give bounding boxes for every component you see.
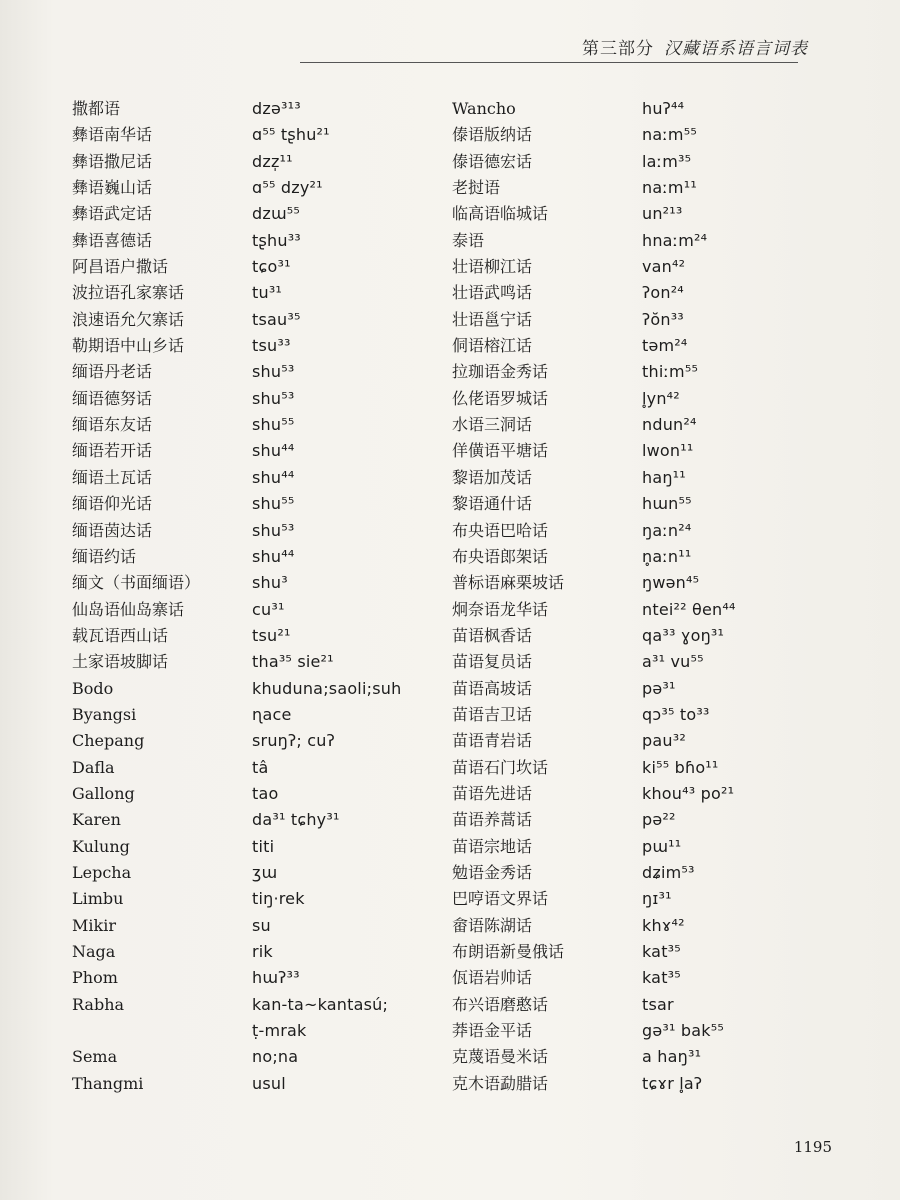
word-entry-row: [452, 96, 832, 122]
language-name: 苗语复员话: [452, 652, 533, 672]
word-entry-row: [452, 333, 832, 359]
language-name: 傣语版纳话: [452, 125, 533, 145]
word-form: tsau³⁵: [252, 309, 301, 329]
word-entry-row: [452, 781, 832, 807]
word-form: ṭ-mrak: [252, 1021, 307, 1041]
word-entry-row: [72, 913, 442, 939]
language-name: 泰语: [452, 230, 485, 250]
word-form: hɯʔ³³: [252, 968, 300, 988]
language-name: 苗语先进话: [452, 783, 533, 803]
word-form: usul: [252, 1073, 286, 1093]
language-name: 缅语丹老话: [72, 362, 153, 382]
word-form: naːm¹¹: [642, 178, 697, 198]
language-name: 仫佬语罗城话: [452, 388, 549, 408]
language-name: Phom: [72, 968, 118, 988]
language-name: 缅文（书面缅语）: [72, 573, 201, 593]
word-entry-row: [72, 149, 442, 175]
language-name: 勉语金秀话: [452, 862, 533, 882]
word-form: gə³¹ bak⁵⁵: [642, 1021, 724, 1041]
left-column: [72, 96, 442, 1097]
word-form: l̥yn⁴²: [642, 388, 680, 408]
word-entry-row: [452, 755, 832, 781]
word-entry-row: [452, 965, 832, 991]
word-entry-row: [72, 755, 442, 781]
language-name: 载瓦语西山话: [72, 625, 169, 645]
language-name: 苗语青岩话: [452, 731, 533, 751]
word-entry-row: [452, 860, 832, 886]
word-entry-row: [72, 597, 442, 623]
language-name: 彝语撒尼话: [72, 151, 153, 171]
language-name: 炯奈语龙华话: [452, 599, 549, 619]
word-entry-row: [452, 544, 832, 570]
header-part: 第三部分: [582, 39, 654, 59]
word-entry-row: [72, 992, 442, 1018]
word-form: dʑim⁵³: [642, 862, 695, 882]
language-name: 彝语武定话: [72, 204, 153, 224]
language-name: 克木语勐腊话: [452, 1073, 549, 1093]
language-name: Naga: [72, 942, 116, 961]
word-form: huʔ⁴⁴: [642, 99, 685, 118]
word-entry-row: [72, 728, 442, 754]
word-entry-row: [72, 307, 442, 333]
language-name: 壮语武鸣话: [452, 283, 533, 303]
language-name: 缅语仰光话: [72, 494, 153, 514]
language-name: 侗语榕江话: [452, 336, 533, 356]
word-form: kat³⁵: [642, 968, 681, 988]
language-name: 壮语柳江话: [452, 257, 533, 277]
word-form: ŋaːn²⁴: [642, 520, 692, 540]
word-form: qa³³ ɣoŋ³¹: [642, 625, 725, 645]
word-form: khɤ⁴²: [642, 915, 685, 935]
word-form: ntei²² θen⁴⁴: [642, 599, 736, 619]
language-name: Limbu: [72, 889, 124, 909]
word-form: pə²²: [642, 810, 676, 830]
word-entry-row: [452, 359, 832, 385]
word-form: ʒɯ: [252, 862, 278, 882]
language-name: 水语三洞话: [452, 415, 533, 435]
word-form: tɕɤr l̥aʔ: [642, 1073, 703, 1093]
word-form: rik: [252, 942, 273, 961]
language-name: Gallong: [72, 783, 135, 803]
word-form: qɔ³⁵ to³³: [642, 704, 710, 724]
language-name: 苗语枫香话: [452, 625, 533, 645]
language-name: 布央语巴哈话: [452, 520, 549, 540]
word-form: pɯ¹¹: [642, 836, 682, 856]
word-entry-row: [72, 544, 442, 570]
word-entry-row: [452, 518, 832, 544]
language-name: Rabha: [72, 994, 125, 1014]
word-entry-row: [72, 1071, 442, 1097]
word-entry-row: [72, 939, 442, 965]
language-name: Kulung: [72, 836, 130, 856]
word-entry-row: [452, 1071, 832, 1097]
word-entry-row: [72, 1018, 442, 1044]
word-entry-row: [72, 781, 442, 807]
word-entry-row: [72, 228, 442, 254]
language-name: 勒期语中山乡话: [72, 336, 185, 356]
language-name: 畲语陈湖话: [452, 915, 533, 935]
language-name: 克蔑语曼米话: [452, 1047, 549, 1067]
word-form: shu⁵³: [252, 520, 295, 540]
word-entry-row: [72, 201, 442, 227]
word-entry-row: [452, 386, 832, 412]
word-entry-row: [452, 886, 832, 912]
language-name: 苗语高坡话: [452, 678, 533, 698]
header-rule: [300, 62, 798, 63]
language-name: 布朗语新曼俄话: [452, 942, 565, 961]
word-entry-row: [452, 149, 832, 175]
word-entry-row: [72, 676, 442, 702]
word-entry-row: [452, 597, 832, 623]
language-name: 苗语吉卫话: [452, 704, 533, 724]
word-entry-row: [72, 491, 442, 517]
word-entry-row: [452, 412, 832, 438]
word-form: haŋ¹¹: [642, 467, 686, 487]
word-entry-row: [452, 254, 832, 280]
word-entry-row: [72, 807, 442, 833]
word-form: ki⁵⁵ bɦo¹¹: [642, 757, 719, 777]
word-entry-row: [452, 122, 832, 148]
word-entry-row: [452, 465, 832, 491]
word-form: tu³¹: [252, 283, 283, 303]
word-form: khou⁴³ po²¹: [642, 783, 735, 803]
language-name: 苗语石门坎话: [452, 757, 549, 777]
language-name: 老挝语: [452, 178, 501, 198]
language-name: Dafla: [72, 757, 115, 777]
language-name: Sema: [72, 1047, 118, 1067]
header-title: 汉藏语系语言词表: [664, 39, 808, 59]
language-name: 佯僙语平塘话: [452, 441, 549, 461]
word-entry-row: [72, 518, 442, 544]
word-form: naːm⁵⁵: [642, 125, 697, 145]
word-form: dzə³¹³: [252, 99, 301, 118]
word-entry-row: [72, 96, 442, 122]
word-form: cu³¹: [252, 599, 285, 619]
word-entry-row: [452, 676, 832, 702]
word-entry-row: [72, 1044, 442, 1070]
language-name: 缅语德努话: [72, 388, 153, 408]
word-form: da³¹ tɕhy³¹: [252, 810, 340, 830]
word-form: ndun²⁴: [642, 415, 697, 435]
word-form: a haŋ³¹: [642, 1047, 702, 1067]
word-entry-row: [72, 465, 442, 491]
language-name: 普标语麻栗坡话: [452, 573, 565, 593]
language-name: 巴哼语文界话: [452, 889, 549, 909]
word-form: shu⁵³: [252, 388, 295, 408]
word-form: thiːm⁵⁵: [642, 362, 699, 382]
language-name: 缅语约话: [72, 546, 137, 566]
language-name: 彝语巍山话: [72, 178, 153, 198]
word-entry-row: [72, 886, 442, 912]
language-name: 布央语郎架话: [452, 546, 549, 566]
word-form: tɕo³¹: [252, 257, 291, 277]
language-name: 拉珈语金秀话: [452, 362, 549, 382]
language-name: 临高语临城话: [452, 204, 549, 224]
word-form: tao: [252, 783, 279, 803]
word-form: dzɯ⁵⁵: [252, 204, 300, 224]
word-form: təm²⁴: [642, 336, 688, 356]
language-name: 黎语加茂话: [452, 467, 533, 487]
word-form: shu³: [252, 573, 288, 593]
word-entry-row: [452, 1018, 832, 1044]
word-form: n̥aːn¹¹: [642, 546, 692, 566]
language-name: 仙岛语仙岛寨话: [72, 599, 185, 619]
word-entry-row: [72, 860, 442, 886]
word-form: ŋɪ³¹: [642, 889, 672, 909]
word-entry-row: [452, 834, 832, 860]
word-entry-row: [452, 1044, 832, 1070]
word-form: shu⁴⁴: [252, 441, 295, 461]
word-form: lwon¹¹: [642, 441, 694, 461]
language-name: 土家语坡脚话: [72, 652, 169, 672]
word-entry-row: [452, 992, 832, 1018]
word-entry-row: [452, 491, 832, 517]
word-entry-row: [452, 570, 832, 596]
word-form: kat³⁵: [642, 942, 681, 961]
word-entry-row: [72, 122, 442, 148]
language-name: 傣语德宏话: [452, 151, 533, 171]
language-name: Wancho: [452, 99, 516, 118]
word-form: tʂhu³³: [252, 230, 301, 250]
word-form: khuduna;saoli;suh: [252, 678, 402, 698]
language-name: 撒都语: [72, 99, 121, 118]
word-form: tsar: [642, 994, 674, 1014]
word-form: shu⁵⁵: [252, 494, 295, 514]
language-name: 缅语茵达话: [72, 520, 153, 540]
word-form: kan-ta~kantasú;: [252, 994, 389, 1014]
word-form: shu⁴⁴: [252, 546, 295, 566]
running-head: [582, 34, 808, 59]
word-entry-row: [452, 807, 832, 833]
word-form: no;na: [252, 1047, 299, 1067]
word-entry-row: [452, 939, 832, 965]
language-name: 浪速语允欠寨话: [72, 309, 185, 329]
language-name: 黎语通什话: [452, 494, 533, 514]
word-form: un²¹³: [642, 204, 683, 224]
word-form: tiŋ·rek: [252, 889, 305, 909]
language-name: Byangsi: [72, 704, 137, 724]
word-entry-row: [452, 175, 832, 201]
word-form: dzz̩¹¹: [252, 151, 293, 171]
word-entry-row: [72, 412, 442, 438]
word-form: pau³²: [642, 731, 686, 751]
word-entry-row: [72, 333, 442, 359]
language-name: 苗语养蒿话: [452, 810, 533, 830]
word-form: tha³⁵ sie²¹: [252, 652, 334, 672]
word-form: ŋwən⁴⁵: [642, 573, 700, 593]
language-name: Thangmi: [72, 1073, 144, 1093]
word-form: tsu²¹: [252, 625, 291, 645]
word-form: ʔon²⁴: [642, 283, 684, 303]
word-entry-row: [452, 228, 832, 254]
language-name: Lepcha: [72, 862, 132, 882]
language-name: Chepang: [72, 731, 145, 751]
word-entry-row: [452, 307, 832, 333]
word-entry-row: [452, 623, 832, 649]
language-name: Bodo: [72, 678, 114, 698]
word-entry-row: [72, 175, 442, 201]
word-form: shu⁴⁴: [252, 467, 295, 487]
word-entry-row: [72, 702, 442, 728]
word-entry-row: [452, 702, 832, 728]
language-name: 壮语邕宁话: [452, 309, 533, 329]
word-form: shu⁵³: [252, 362, 295, 382]
word-entry-row: [452, 438, 832, 464]
word-entry-row: [72, 965, 442, 991]
word-form: titi: [252, 836, 275, 856]
word-form: sruŋʔ; cuʔ: [252, 731, 335, 751]
word-entry-row: [72, 570, 442, 596]
word-form: pə³¹: [642, 678, 676, 698]
word-entry-row: [72, 359, 442, 385]
language-name: 彝语喜德话: [72, 230, 153, 250]
word-entry-row: [452, 280, 832, 306]
word-form: tâ: [252, 757, 269, 777]
language-name: 莽语金平话: [452, 1021, 533, 1041]
word-entry-row: [452, 728, 832, 754]
language-name: Mikir: [72, 915, 116, 935]
word-form: su: [252, 915, 271, 935]
language-name: 缅语土瓦话: [72, 467, 153, 487]
word-entry-row: [72, 386, 442, 412]
language-name: 波拉语孔家寨话: [72, 283, 185, 303]
word-entry-row: [452, 649, 832, 675]
language-name: 彝语南华话: [72, 125, 153, 145]
word-form: ɳace: [252, 704, 292, 724]
word-form: laːm³⁵: [642, 151, 692, 171]
word-form: ʔŏn³³: [642, 309, 684, 329]
language-name: 缅语东友话: [72, 415, 153, 435]
right-column: [452, 96, 832, 1097]
word-form: hɯn⁵⁵: [642, 494, 692, 514]
word-form: van⁴²: [642, 257, 686, 277]
word-entry-row: [452, 201, 832, 227]
language-name: 阿昌语户撒话: [72, 257, 169, 277]
word-entry-row: [72, 649, 442, 675]
word-entry-row: [72, 254, 442, 280]
word-entry-row: [72, 623, 442, 649]
word-form: a³¹ vu⁵⁵: [642, 652, 704, 672]
page-number: 1195: [793, 1138, 832, 1156]
language-name: 苗语宗地话: [452, 836, 533, 856]
language-name: 佤语岩帅话: [452, 968, 533, 988]
language-name: 缅语若开话: [72, 441, 153, 461]
word-entry-row: [72, 834, 442, 860]
word-form: ɑ⁵⁵ tʂhu²¹: [252, 125, 330, 145]
word-form: tsu³³: [252, 336, 291, 356]
word-form: hnaːm²⁴: [642, 230, 708, 250]
word-entry-row: [72, 438, 442, 464]
word-form: ɑ⁵⁵ dzy²¹: [252, 178, 323, 198]
word-form: shu⁵⁵: [252, 415, 295, 435]
language-name: Karen: [72, 810, 121, 830]
word-entry-row: [72, 280, 442, 306]
word-entry-row: [452, 913, 832, 939]
language-name: 布兴语磨憨话: [452, 994, 549, 1014]
